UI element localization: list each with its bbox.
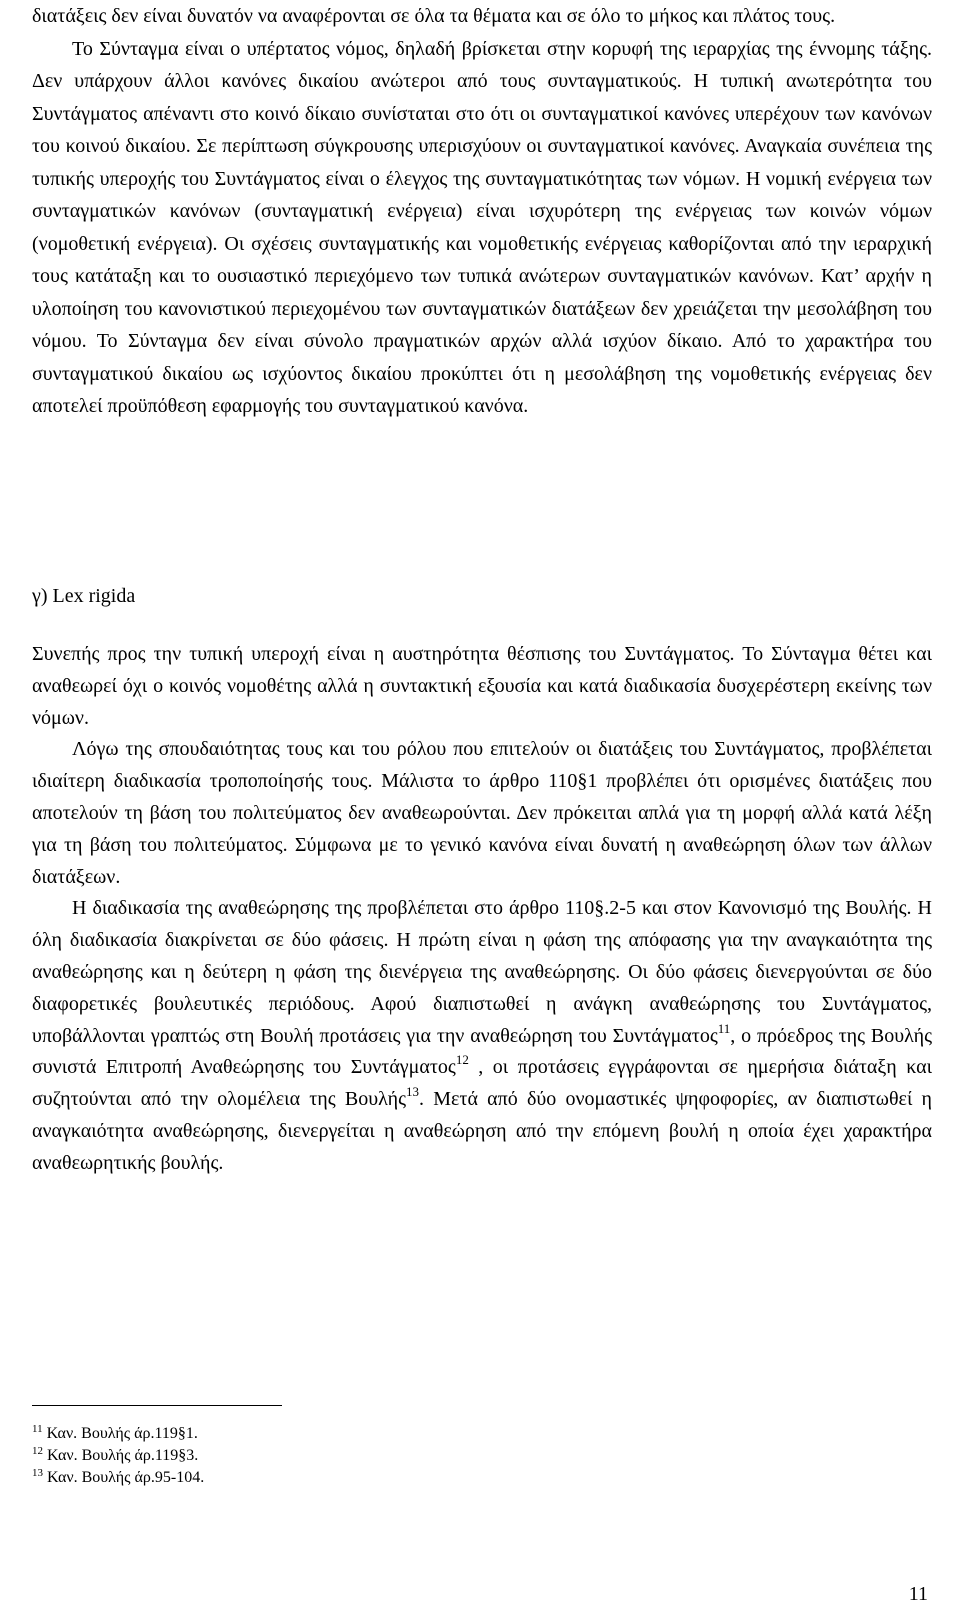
- footnote-separator: [32, 1405, 282, 1406]
- paragraph-revision-procedure: [32, 893, 932, 1179]
- procedure-text-part-3: , οι προτάσεις εγγράφονται σε ημερήσια διάταξη και συζητούνται από την ολομέλεια της Βουλής: [32, 1056, 932, 1111]
- procedure-text-part-1: Η διαδικασία της αναθεώρησης της προβλέπεται στο άρθρο 110§.2-5 και στον Κανονισμό της Βουλής. Η όλη διαδικασία διακρίνεται σε δύο φάσεις. Η πρώτη είναι η φάση της απόφασης για την αναγκαιότητα της αναθεώρησης και η δεύτερη η φάση της διενέργεια της αναθεώρησης. Οι δύο φάσεις διενεργούνται σε δύο διαφορετικές βουλευτικές περιόδους. Αφού διαπιστωθεί η ανάγκη αναθεώρησης του Συντάγματος, υποβάλλονται γραπτώς στη Βουλή προτάσεις για την αναθεώρηση του Συντάγματος: [32, 897, 932, 1047]
- footnote-12: [32, 1445, 204, 1467]
- footnote-ref-13[interactable]: 13: [406, 1084, 420, 1100]
- lex-rigida-section: [32, 639, 932, 1180]
- paragraph-strictness: Συνεπής προς την τυπική υπεροχή είναι η αυστηρότητα θέσπισης του Συντάγματος. Το Σύνταγμα θέτει και αναθεωρεί όχι ο κοινός νομοθέτης αλλά η συντακτική εξουσία και κατά διαδικασία δυσχερέστερη εκείνης των νόμων.: [32, 643, 932, 729]
- footnote-11: [32, 1423, 204, 1445]
- footnote-text: Καν. Βουλής άρ.119§3.: [43, 1447, 199, 1464]
- footnote-ref-12[interactable]: 12: [455, 1052, 469, 1068]
- page-number: 11: [908, 1583, 928, 1605]
- procedure-text-part-2: , ο πρόεδρος της Βουλής συνιστά Επιτροπή Αναθεώρησης του Συντάγματος: [32, 1024, 933, 1079]
- top-text-block: [32, 0, 932, 423]
- footnote-ref-11[interactable]: 11: [717, 1020, 731, 1036]
- paragraph-constitution-supremacy: Το Σύνταγμα είναι ο υπέρτατος νόμος, δηλαδή βρίσκεται στην κορυφή της ιεραρχίας της έννομης τάξης. Δεν υπάρχουν άλλοι κανόνες δικαίου ανώτεροι από τους συνταγματικούς. Η τυπική ανωτερότητα του Συντάγματος απέναντι στο κοινό δίκαιο συνίσταται στο ότι οι συνταγματικοί κανόνες υπερέχουν των κανόνων του κοινού δικαίου. Σε περίπτωση σύγκρουσης υπερισχύουν οι συνταγματικοί κανόνες. Αναγκαία συνέπεια της τυπικής υπεροχής του Συντάγματος είναι ο έλεγχος της συνταγματικότητας των νόμων. Η νομική ενέργεια των συνταγματικών κανόνων (συνταγματική ενέργεια) είναι ισχυρότερη της ενέργειας των κοινών νόμων (νομοθετική ενέργεια). Οι σχέσεις συνταγματικής και νομοθετικής ενέργειας καθορίζονται από την ιεραρχική τους κατάταξη και το ουσιαστικό περιεχόμενο των τυπικά ανώτερων συνταγματικών κανόνων. Κατ’ αρχήν η υλοποίηση του κανονιστικού περιεχομένου των συνταγματικών διατάξεων δεν χρειάζεται την μεσολάβηση του νόμου. Το Σύνταγμα δεν είναι σύνολο πραγματικών αρχών αλλά ισχύον δίκαιο. Από το χαρακτήρα του συνταγματικού δικαίου ως ισχύοντος δικαίου προκύπτει ότι η μεσολάβηση της νομοθετικής ενέργειας δεν αποτελεί προϋπόθεση εφαρμογής του συνταγματικού κανόνα.: [32, 37, 932, 417]
- footnote-13: [32, 1467, 204, 1489]
- footnote-number: 12: [32, 1445, 43, 1457]
- footnote-text: Καν. Βουλής άρ.95-104.: [43, 1469, 205, 1486]
- footnotes: [32, 1423, 204, 1489]
- footnote-number: 11: [32, 1423, 43, 1435]
- footnote-number: 13: [32, 1467, 43, 1479]
- footnote-text: Καν. Βουλής άρ.119§1.: [42, 1425, 198, 1442]
- section-heading: γ) Lex rigida: [32, 585, 136, 607]
- procedure-text-part-4: . Μετά από δύο ονομαστικές ψηφοφορίες, αν διαπιστωθεί η αναγκαιότητα αναθεώρησης, διενεργείται η αναθεώρηση από την επόμενη βουλή η οποία έχει χαρακτήρα αναθεωρητικής βουλής.: [32, 1088, 932, 1174]
- paragraph-revision-rules: Λόγω της σπουδαιότητας τους και του ρόλου που επιτελούν οι διατάξεις του Συντάγματος, προβλέπεται ιδιαίτερη διαδικασία τροποποίησής τους. Μάλιστα το άρθρο 110§1 προβλέπει ότι ορισμένες διατάξεις που αποτελούν τη βάση του πολιτεύματος δεν αναθεωρούνται. Δεν πρόκειται απλά για τη μορφή αλλά κατά λέξη για τη βάση του πολιτεύματος. Σύμφωνα με το γενικό κανόνα είναι δυνατή η αναθεώρηση όλων των άλλων διατάξεων.: [32, 738, 932, 888]
- paragraph-continuation: διατάξεις δεν είναι δυνατόν να αναφέρονται σε όλα τα θέματα και σε όλο το μήκος και πλάτος τους.: [32, 5, 836, 27]
